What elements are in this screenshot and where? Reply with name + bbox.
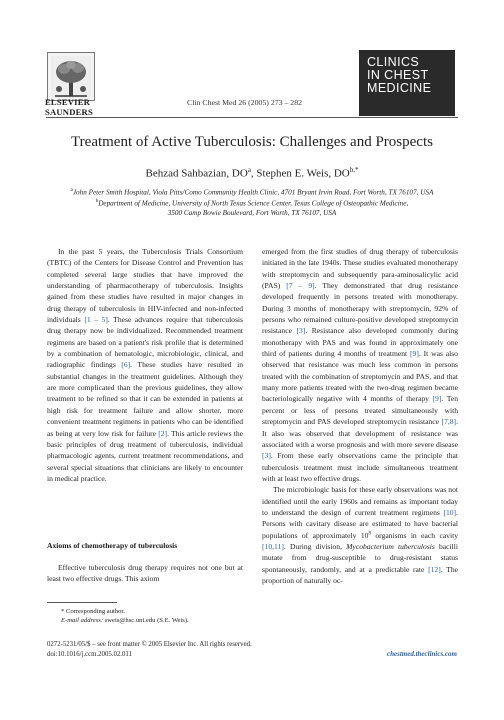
history-text-5: . Ten percent or less of persons treated simultaneously with streptomycin and PAS developed streptomycin resistance xyxy=(262,394,459,427)
history-text-4: . It was also observed that resistance was much less common in persons treated with the combination of streptomycin and PAS, and that many more patients treated with the two-drug regimen became bacteriologically negative with 4 months of therapy xyxy=(262,349,458,404)
citation-link[interactable]: [1 – 5] xyxy=(84,315,108,325)
author-2: Stephen E. Weis, DO xyxy=(256,167,350,180)
history-text-7: . From these early observations came the principle that tuberculosis treatment must include simultaneous treatment with at least two effective drugs. xyxy=(262,451,458,483)
citation-link[interactable]: [10,11] xyxy=(262,541,284,551)
affiliation-a-text: John Peter Smith Hospital, Viola Pitts/Como Community Health Clinic, 4701 Bryant Irvin Road, Fort Worth, TX 76107, USA xyxy=(72,188,434,197)
author-1: Behzad Sahbazian, DO xyxy=(145,167,248,180)
history-text-6: . It also was observed that development of resistance was associated with a worse prognosis and with more severe disease xyxy=(262,417,458,449)
footnote xyxy=(47,607,243,625)
publisher-line-2: SAUNDERS xyxy=(45,107,93,117)
article-title: Treatment of Active Tuberculosis: Challenges and Prospects xyxy=(71,134,433,150)
right-column xyxy=(262,246,458,586)
journal-citation: Clin Chest Med 26 (2005) 273 – 282 xyxy=(187,98,303,107)
citation-link[interactable]: [7 – 9] xyxy=(286,281,315,291)
header-divider xyxy=(46,117,458,118)
micro-text-5: bacilli mutate from drug-susceptible to drug-resistant status spontaneously, randomly, and at a predictable rate xyxy=(262,541,458,574)
email-address[interactable]: sweis@hsc.unt.edu (S.E. Weis). xyxy=(103,617,189,624)
micro-text-3: organisms in each cavity xyxy=(370,530,458,540)
journal-line-1: CLINICS xyxy=(367,55,420,69)
micro-text-2: . Persons with cavitary disease are estimated to have bacterial populations of approximately 10 xyxy=(262,507,458,540)
history-text-2: . They demonstrated that drug resistance developed frequently in persons treated with monotherapy. During 3 months of monotherapy with streptomycin, 92% of persons who remained culture-positive developed streptomycin resistance xyxy=(262,281,458,336)
author-1-affiliation: a xyxy=(247,166,251,174)
citation-link[interactable]: [9] xyxy=(432,394,442,404)
history-text-3: . Resistance also developed commonly during monotherapy with PAS and was found in approximately one third of patients during 4 months of treatment xyxy=(262,326,458,359)
doi-line[interactable]: doi:10.1016/j.ccm.2005.02.011 xyxy=(47,651,132,658)
intro-text-2: . These advances require that tuberculosis drug therapy now be individualized. Recommended treatment regimens are based on a patient's risk profile that is determined by a combination of hematologic, microbiologic, clinical, and radiographic findings xyxy=(47,315,243,370)
micro-text-1: The microbiologic basis for these early observations was not identified until the early 1960s and remains as important today to understand the design of current treatment regimens xyxy=(262,485,458,517)
intro-text-1: In the past 5 years, the Tuberculosis Trials Consortium (TBTC) of the Centers for Disease Control and Prevention has completed several large studies that have improved the understanding of pharmacotherapy of tuberculosis. Insights gained from these studies have resulted in major changes in drug therapy of tuberculosis in HIV-infected and non-infected individuals xyxy=(47,247,243,325)
citation-link[interactable]: [7,8] xyxy=(441,417,457,427)
author-separator: , xyxy=(250,167,257,180)
journal-line-3: MEDICINE xyxy=(367,81,432,95)
journal-logo-box xyxy=(359,50,455,116)
citation-link[interactable]: [12] xyxy=(428,564,441,574)
affiliation-a xyxy=(46,186,458,197)
copyright-line: 0272-5231/05/$ – see front matter © 2005 Elsevier Inc. All rights reserved. xyxy=(47,641,252,648)
history-text-1: emerged from the first studies of drug therapy of tuberculosis initiated in the late 1940s. These studies evaluated monotherapy with streptomycin and subsequently para-aminosalicylic acid (PAS) xyxy=(262,247,458,291)
micro-text-6: . The proportion of naturally oc- xyxy=(262,564,459,585)
affiliation-a-label: a xyxy=(70,188,73,193)
citation-link[interactable]: [10] xyxy=(443,507,457,517)
axioms-paragraph: Effective tuberculosis drug therapy requires not one but at least two effective drugs. This axiom xyxy=(47,563,243,584)
publisher-line-1: ELSEVIER xyxy=(45,97,91,107)
email-note xyxy=(47,616,243,625)
footnote-divider xyxy=(47,602,117,603)
author-2-affiliation: b,* xyxy=(349,166,359,174)
email-label: E-mail address: xyxy=(61,617,104,624)
publisher-name xyxy=(45,97,93,117)
intro-paragraph xyxy=(47,246,243,484)
corresponding-author-note: * Corresponding author. xyxy=(61,608,125,615)
history-paragraph xyxy=(262,246,458,484)
section-heading: Axioms of chemotherapy of tuberculosis xyxy=(47,541,178,550)
citation-link[interactable]: [2] xyxy=(158,428,168,438)
citation-link[interactable]: [3] xyxy=(262,451,271,461)
affiliation-b-cont: 3500 Camp Bowie Boulevard, Fort Worth, TX 76107, USA xyxy=(167,209,337,217)
publisher-logo xyxy=(47,52,95,101)
intro-text-4: . This article reviews the basic principles of drug treatment of tuberculosis, individual pharmacologic agents, current treatment recommendations, and several special situations that clinicians are likely to encounter in medical practice. xyxy=(47,428,243,483)
affiliation-b-label: b xyxy=(95,199,99,204)
microbiology-paragraph xyxy=(262,484,458,586)
affiliation-b xyxy=(46,197,458,208)
journal-website-link[interactable]: chestmed.theclinics.com xyxy=(387,650,457,658)
citation-link[interactable]: [6] xyxy=(121,360,131,370)
exponent: 8 xyxy=(368,531,371,537)
citation-link[interactable]: [3] xyxy=(296,326,306,336)
author-line xyxy=(46,166,458,180)
elsevier-tree-icon xyxy=(51,56,91,98)
citation-link[interactable]: [9] xyxy=(410,349,419,359)
micro-text-4: . During division, xyxy=(283,541,347,551)
intro-text-3: . These studies have resulted in substantial changes in the treatment guidelines. Although they are more complicated than the previous guidelines, they allow treatment to be refined so that it can be extended in patients at high risk for treatment failure and allow shorter, more convenient treatment regimens in patients who can be identified as being at very low risk for failure xyxy=(47,360,243,438)
left-column xyxy=(47,246,243,484)
journal-line-2: IN CHEST xyxy=(367,68,429,82)
species-name: Mycobacterium tuberculosis xyxy=(346,541,435,551)
affiliation-b-text-1: Department of Medicine, University of North Texas Science Center, Texas College of Osteopathic Medicine, xyxy=(98,199,409,208)
